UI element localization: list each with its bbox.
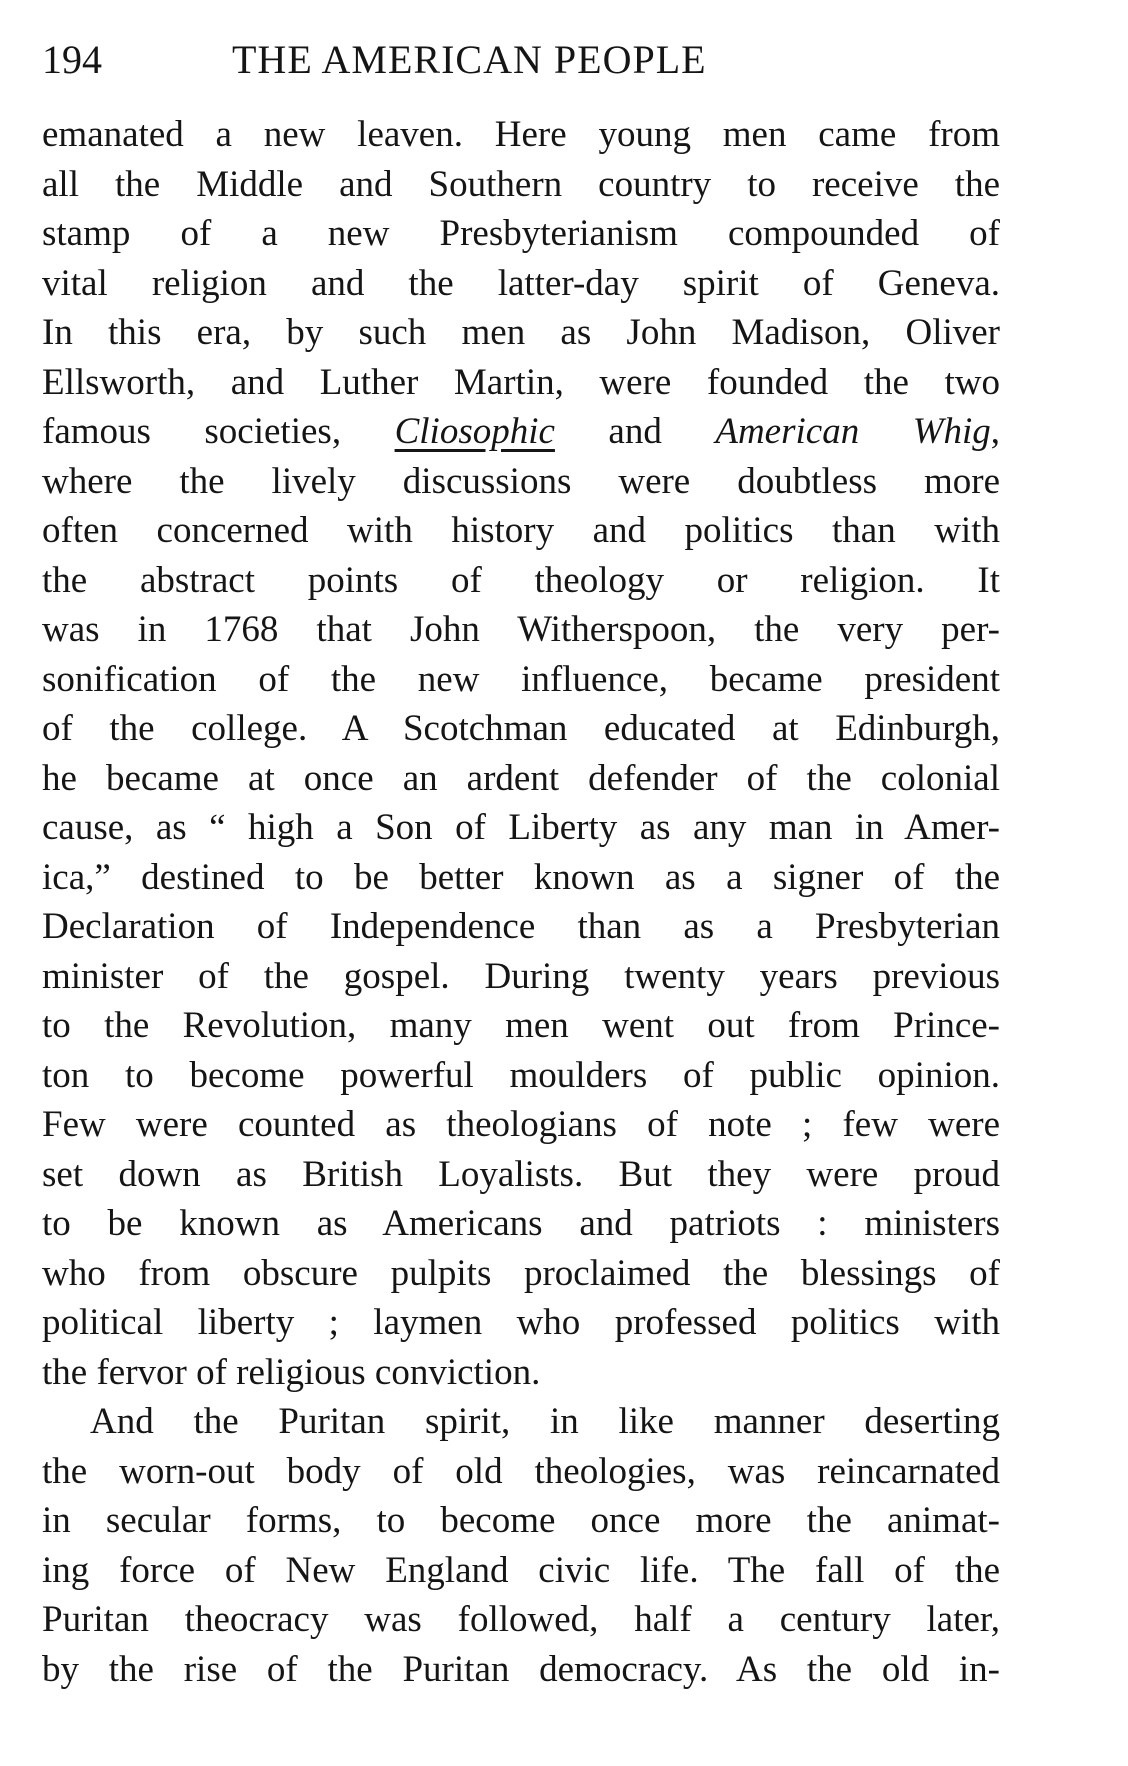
text-line: to be known as Americans and patriots : ministers — [42, 1203, 1000, 1244]
text-line: of the college. A Scotchman educated at Edinburgh, — [42, 708, 1000, 749]
text-line: cause, as “ high a Son of Liberty as any man in Amer- — [42, 807, 1000, 848]
text-line: vital religion and the latter-day spirit of Geneva. — [42, 262, 1000, 304]
text-line: to the Revolution, many men went out from Prince- — [42, 1005, 1000, 1046]
paragraph-2 — [42, 1397, 1000, 1694]
text-line: ing force of New England civic life. The fall of the — [42, 1549, 1000, 1591]
text-line: by the rise of the Puritan democracy. As the old in- — [42, 1648, 1000, 1690]
text-line: Ellsworth, and Luther Martin, were founded the two — [42, 361, 1000, 403]
text-line: ton to become powerful moulders of public opinion. — [42, 1054, 1000, 1096]
text-line: Few were counted as theologians of note ; few were — [42, 1104, 1000, 1145]
body-text — [42, 110, 1000, 1694]
text-line-societies — [42, 407, 1000, 457]
page-number: 194 — [42, 37, 102, 82]
text-line: political liberty ; laymen who professed politics with — [42, 1302, 1000, 1343]
text-line: who from obscure pulpits proclaimed the blessings of — [42, 1252, 1000, 1294]
text-line: set down as British Loyalists. But they were proud — [42, 1153, 1000, 1195]
text-line: ica,” destined to be better known as a signer of the — [42, 856, 1000, 898]
text-line: Declaration of Independence than as a Presbyterian — [42, 906, 1000, 947]
line-text: famous societies, — [42, 411, 342, 452]
society-name-american-whig: American Whig — [715, 411, 991, 452]
text-line: often concerned with history and politics than with — [42, 510, 1000, 551]
text-line: in secular forms, to become once more the animat- — [42, 1500, 1000, 1541]
running-head: THE AMERICAN PEOPLE — [232, 37, 707, 82]
text-line: he became at once an ardent defender of the colonial — [42, 757, 1000, 799]
text-line: stamp of a new Presbyterianism compounded of — [42, 213, 1000, 254]
text-line: In this era, by such men as John Madison, Oliver — [42, 312, 1000, 353]
text-line: minister of the gospel. During twenty years previous — [42, 955, 1000, 997]
text-line: the fervor of religious conviction. — [42, 1351, 541, 1393]
line-text: , — [990, 411, 1001, 452]
paragraph-1 — [42, 110, 1000, 1397]
society-name-cliosophic: Cliosophic — [394, 411, 555, 452]
text-line: the worn-out body of old theologies, was reincarnated — [42, 1450, 1000, 1492]
text-line: emanated a new leaven. Here young men came from — [42, 114, 1000, 155]
text-line: And the Puritan spirit, in like manner deserting — [90, 1401, 1000, 1442]
line-text: and — [608, 411, 662, 452]
page-header — [42, 30, 1002, 90]
text-line: where the lively discussions were doubtless more — [42, 460, 1000, 502]
text-line: sonification of the new influence, became president — [42, 658, 1000, 700]
text-line: the abstract points of theology or religion. It — [42, 559, 1000, 601]
text-line: Puritan theocracy was followed, half a century later, — [42, 1599, 1000, 1640]
text-line: all the Middle and Southern country to receive the — [42, 163, 1000, 205]
text-line: was in 1768 that John Witherspoon, the very per- — [42, 609, 1000, 650]
